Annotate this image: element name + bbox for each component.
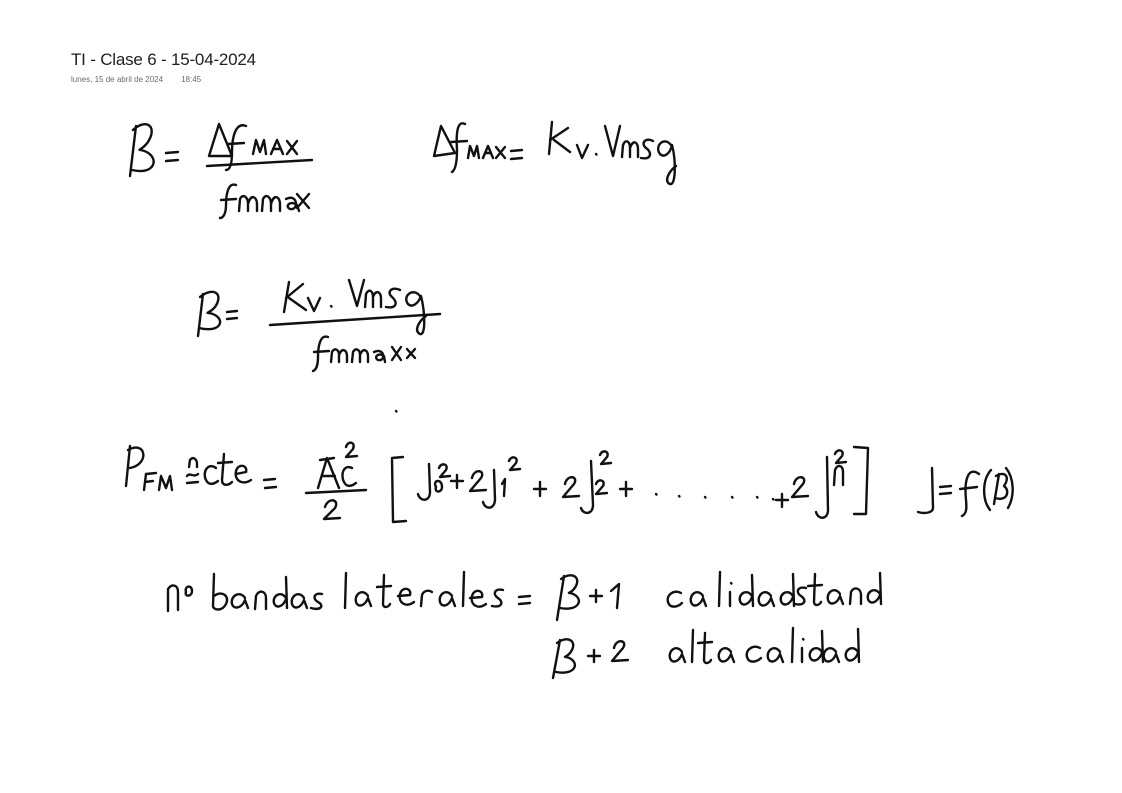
page-title: TI - Clase 6 - 15-04-2024 bbox=[71, 50, 256, 69]
ink-eq1 bbox=[130, 124, 312, 218]
ink-eq4 bbox=[126, 443, 1013, 522]
page-time: 18:45 bbox=[181, 75, 202, 84]
page-date: lunes, 15 de abril de 2024 bbox=[71, 75, 164, 84]
ink-eq3 bbox=[198, 280, 440, 412]
ink-eq2 bbox=[434, 122, 676, 184]
ink-eq5 bbox=[168, 572, 881, 678]
